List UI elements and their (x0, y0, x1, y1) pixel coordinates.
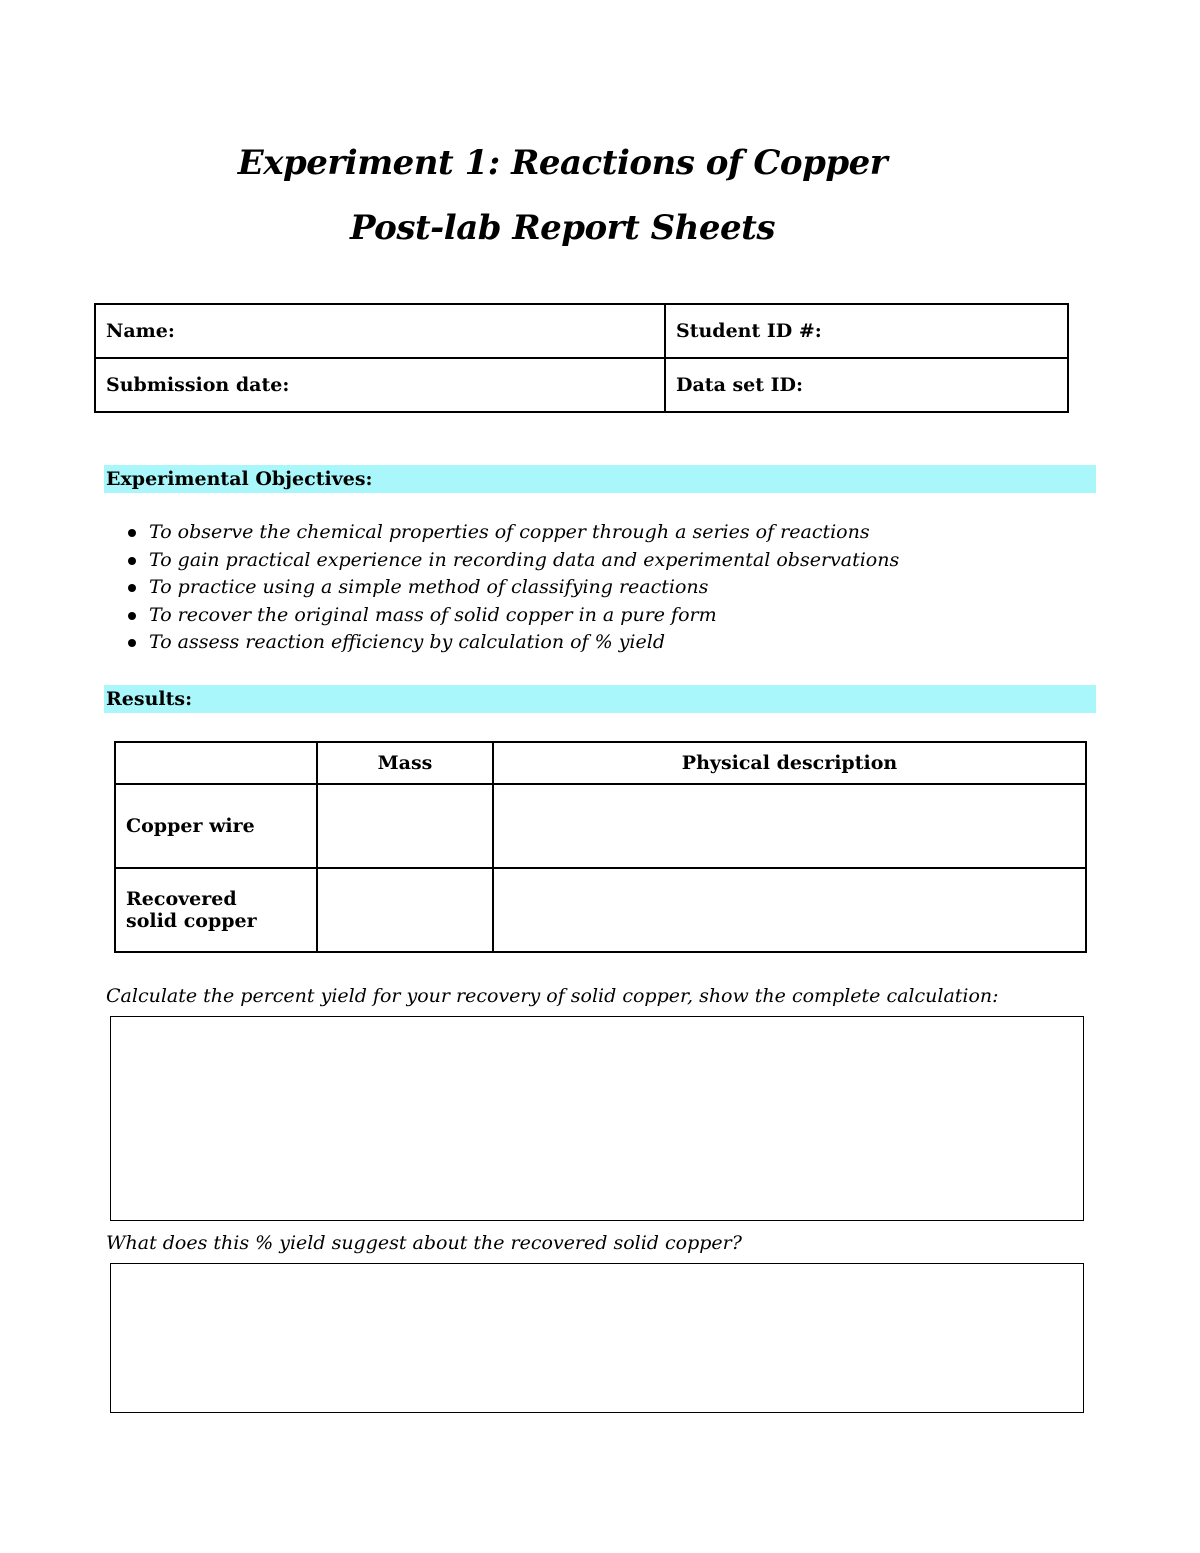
column-header-description: Physical description (493, 742, 1086, 784)
description-cell-recovered-copper[interactable] (493, 868, 1086, 952)
list-item (106, 574, 899, 602)
mass-cell-recovered-copper[interactable] (317, 868, 493, 952)
percent-yield-answer-box[interactable] (110, 1016, 1084, 1221)
student-info-table (94, 303, 1069, 413)
yield-suggestion-prompt: What does this % yield suggest about the recovered solid copper? (106, 1232, 742, 1254)
column-header-blank (115, 742, 317, 784)
bullet-icon (128, 639, 136, 647)
objective-text: To observe the chemical properties of copper through a series of reactions (149, 521, 870, 543)
yield-suggestion-answer-box[interactable] (110, 1263, 1084, 1413)
list-item (106, 602, 899, 630)
results-table (114, 741, 1087, 953)
objectives-heading: Experimental Objectives: (104, 465, 1096, 493)
mass-cell-copper-wire[interactable] (317, 784, 493, 868)
page-title: Experiment 1: Reactions of Copper (237, 143, 888, 183)
row-label-recovered-copper: Recovered solid copper (115, 868, 317, 952)
list-item (106, 519, 899, 547)
list-item (106, 629, 899, 657)
results-heading: Results: (104, 685, 1096, 713)
bullet-icon (128, 557, 136, 565)
data-set-id-field[interactable]: Data set ID: (665, 358, 1068, 412)
list-item (106, 547, 899, 575)
name-field[interactable]: Name: (95, 304, 665, 358)
column-header-mass: Mass (317, 742, 493, 784)
table-row (115, 868, 1086, 952)
percent-yield-prompt: Calculate the percent yield for your recovery of solid copper, show the complete calculation: (106, 985, 999, 1007)
bullet-icon (128, 529, 136, 537)
objective-text: To assess reaction efficiency by calculation of % yield (149, 631, 665, 654)
page-subtitle: Post-lab Report Sheets (349, 208, 776, 248)
bullet-icon (128, 612, 136, 620)
table-row (115, 784, 1086, 868)
row-label-copper-wire: Copper wire (115, 784, 317, 868)
bullet-icon (128, 584, 136, 592)
table-header-row (115, 742, 1086, 784)
objective-text: To practice using a simple method of classifying reactions (149, 576, 709, 599)
objectives-list (106, 519, 899, 657)
submission-date-field[interactable]: Submission date: (95, 358, 665, 412)
objective-text: To recover the original mass of solid copper in a pure form (149, 603, 717, 626)
objective-text: To gain practical experience in recording data and experimental observations (149, 548, 900, 571)
description-cell-copper-wire[interactable] (493, 784, 1086, 868)
student-id-field[interactable]: Student ID #: (665, 304, 1068, 358)
